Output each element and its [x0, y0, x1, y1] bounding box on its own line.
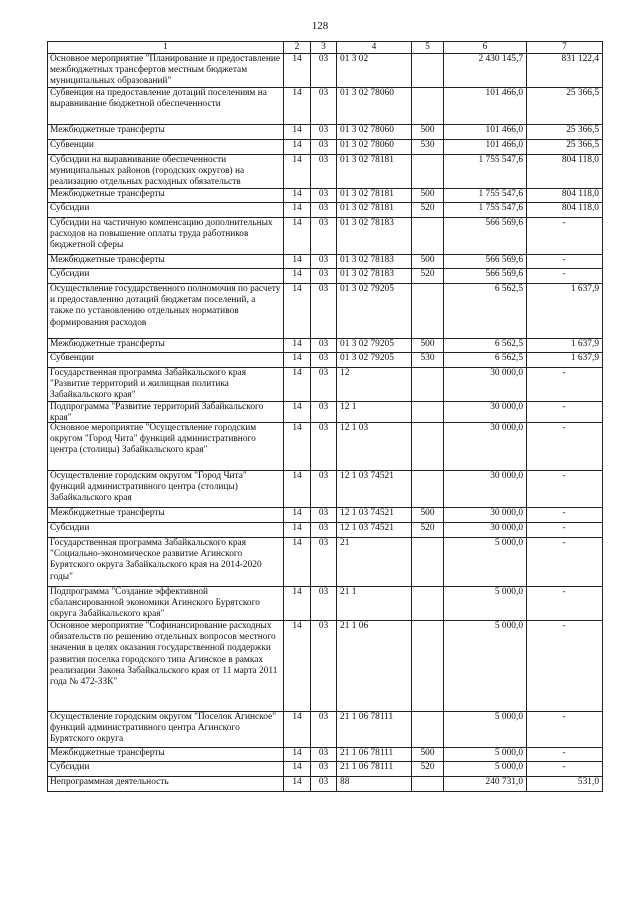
row-name-cell: Основное мероприятие "Софинансирование расходных обязательств по решению отдельных вопросов местного значения в целях оказания государственной поддержки развития поселка городского типа Агинское в рамках реализации Закона Забайкальского края от 11 марта 2011 года № 472-ЗЗК" [48, 621, 284, 712]
row-col3-cell: 03 [311, 748, 337, 762]
row-name-cell: Осуществление государственного полномочия по расчету и предоставлению дотаций бюджетам поселений, а также по установлению отдельных нормативов формирования расходов [48, 284, 284, 339]
table-row [48, 402, 603, 423]
table-row [48, 777, 603, 792]
row-value2-cell: - [527, 423, 603, 471]
row-value1-cell: 240 731,0 [444, 777, 527, 792]
row-col2-cell: 14 [284, 368, 311, 402]
row-value2-cell: 25 366,5 [527, 88, 603, 125]
row-col3-cell: 03 [311, 762, 337, 777]
row-code-cell: 01 3 02 78181 [337, 189, 412, 203]
row-col3-cell: 03 [311, 88, 337, 125]
row-col2-cell: 14 [284, 538, 311, 587]
row-value1-cell: 566 569,6 [444, 255, 527, 269]
row-name-cell: Осуществление городским округом "Город Чита" функций административного центра (столицы) Забайкальского края [48, 471, 284, 508]
row-type-cell [412, 423, 444, 471]
row-type-cell: 500 [412, 255, 444, 269]
row-type-cell: 530 [412, 353, 444, 368]
row-value1-cell: 5 000,0 [444, 712, 527, 748]
row-value2-cell: - [527, 269, 603, 284]
row-col2-cell: 14 [284, 777, 311, 792]
row-value1-cell: 6 562,5 [444, 339, 527, 353]
table-row [48, 538, 603, 587]
row-col2-cell: 14 [284, 762, 311, 777]
row-value1-cell: 30 000,0 [444, 423, 527, 471]
table-row [48, 621, 603, 712]
row-col2-cell: 14 [284, 125, 311, 140]
row-name-cell: Субсидии [48, 762, 284, 777]
row-name-cell: Государственная программа Забайкальского края "Социально-экономическое развитие Агинского Бурятского округа Забайкальского края на 2014-2020 годы" [48, 538, 284, 587]
row-type-cell: 500 [412, 748, 444, 762]
row-name-cell: Осуществление городским округом "Поселок Агинское" функций административного центра Агинского Бурятского округа [48, 712, 284, 748]
row-type-cell: 500 [412, 189, 444, 203]
row-col3-cell: 03 [311, 54, 337, 88]
row-code-cell: 01 3 02 78060 [337, 88, 412, 125]
table-row [48, 339, 603, 353]
row-type-cell [412, 368, 444, 402]
row-col2-cell: 14 [284, 54, 311, 88]
row-col3-cell: 03 [311, 523, 337, 538]
row-col3-cell: 03 [311, 368, 337, 402]
row-name-cell: Межбюджетные трансферты [48, 125, 284, 140]
row-code-cell: 21 1 06 78111 [337, 762, 412, 777]
row-code-cell: 01 3 02 78181 [337, 203, 412, 218]
column-header: 4 [337, 42, 412, 54]
row-value1-cell: 5 000,0 [444, 748, 527, 762]
row-value2-cell: - [527, 538, 603, 587]
row-col3-cell: 03 [311, 508, 337, 523]
row-col2-cell: 14 [284, 218, 311, 255]
row-name-cell: Субсидии на выравнивание обеспеченности муниципальных районов (городских округов) на реализацию отдельных расходных обязательств [48, 155, 284, 189]
row-value1-cell: 5 000,0 [444, 621, 527, 712]
row-code-cell: 01 3 02 79205 [337, 339, 412, 353]
row-col2-cell: 14 [284, 155, 311, 189]
row-value1-cell: 30 000,0 [444, 471, 527, 508]
row-value2-cell: - [527, 368, 603, 402]
row-value1-cell: 1 755 547,6 [444, 203, 527, 218]
row-col3-cell: 03 [311, 155, 337, 189]
row-name-cell: Непрограммная деятельность [48, 777, 284, 792]
row-value1-cell: 5 000,0 [444, 538, 527, 587]
budget-table [47, 41, 603, 792]
table-row [48, 284, 603, 339]
table-row [48, 255, 603, 269]
row-value2-cell: - [527, 587, 603, 621]
row-col2-cell: 14 [284, 423, 311, 471]
row-value1-cell: 30 000,0 [444, 508, 527, 523]
row-type-cell [412, 284, 444, 339]
column-header: 7 [527, 42, 603, 54]
table-row [48, 54, 603, 88]
row-col3-cell: 03 [311, 621, 337, 712]
row-value2-cell: 25 366,5 [527, 125, 603, 140]
row-name-cell: Субсидии [48, 203, 284, 218]
row-col2-cell: 14 [284, 748, 311, 762]
row-name-cell: Субвенции [48, 140, 284, 155]
column-header: 2 [284, 42, 311, 54]
row-name-cell: Субсидии [48, 269, 284, 284]
table-row [48, 508, 603, 523]
row-value2-cell: - [527, 762, 603, 777]
row-code-cell: 12 1 03 74521 [337, 523, 412, 538]
row-value2-cell: - [527, 402, 603, 423]
row-type-cell: 520 [412, 269, 444, 284]
table-row [48, 587, 603, 621]
row-code-cell: 01 3 02 79205 [337, 353, 412, 368]
row-code-cell: 21 1 06 78111 [337, 712, 412, 748]
row-value1-cell: 30 000,0 [444, 402, 527, 423]
row-type-cell [412, 538, 444, 587]
table-row [48, 88, 603, 125]
row-col2-cell: 14 [284, 621, 311, 712]
table-row [48, 423, 603, 471]
row-code-cell: 21 1 [337, 587, 412, 621]
row-value2-cell: 531,0 [527, 777, 603, 792]
row-col2-cell: 14 [284, 339, 311, 353]
table-row [48, 125, 603, 140]
row-code-cell: 12 1 [337, 402, 412, 423]
row-value2-cell: - [527, 255, 603, 269]
row-value2-cell: 1 637,9 [527, 339, 603, 353]
row-col3-cell: 03 [311, 402, 337, 423]
row-code-cell: 12 1 03 [337, 423, 412, 471]
row-type-cell: 500 [412, 339, 444, 353]
row-col2-cell: 14 [284, 353, 311, 368]
row-type-cell [412, 712, 444, 748]
row-type-cell: 520 [412, 523, 444, 538]
row-value2-cell: - [527, 218, 603, 255]
row-col2-cell: 14 [284, 471, 311, 508]
row-value2-cell: 804 118,0 [527, 203, 603, 218]
column-header: 6 [444, 42, 527, 54]
row-type-cell [412, 587, 444, 621]
table-row [48, 748, 603, 762]
row-value1-cell: 101 466,0 [444, 140, 527, 155]
row-type-cell [412, 471, 444, 508]
row-type-cell: 500 [412, 508, 444, 523]
row-value1-cell: 5 000,0 [444, 762, 527, 777]
row-value1-cell: 5 000,0 [444, 587, 527, 621]
row-col2-cell: 14 [284, 189, 311, 203]
row-value1-cell: 30 000,0 [444, 368, 527, 402]
row-type-cell: 520 [412, 203, 444, 218]
table-row [48, 353, 603, 368]
row-value2-cell: 25 366,5 [527, 140, 603, 155]
table-row [48, 189, 603, 203]
row-col2-cell: 14 [284, 140, 311, 155]
row-name-cell: Межбюджетные трансферты [48, 339, 284, 353]
row-col2-cell: 14 [284, 402, 311, 423]
row-value1-cell: 566 569,6 [444, 218, 527, 255]
row-col3-cell: 03 [311, 587, 337, 621]
row-name-cell: Субвенция на предоставление дотаций поселениям на выравнивание бюджетной обеспеченности [48, 88, 284, 125]
header-row [48, 42, 603, 54]
row-col3-cell: 03 [311, 255, 337, 269]
row-value2-cell: 831 122,4 [527, 54, 603, 88]
row-value1-cell: 1 755 547,6 [444, 189, 527, 203]
row-name-cell: Подпрограмма "Развитие территорий Забайкальского края" [48, 402, 284, 423]
row-code-cell: 01 3 02 78183 [337, 255, 412, 269]
row-value2-cell: 804 118,0 [527, 189, 603, 203]
row-col3-cell: 03 [311, 353, 337, 368]
row-type-cell [412, 88, 444, 125]
row-value1-cell: 30 000,0 [444, 523, 527, 538]
row-value2-cell: - [527, 471, 603, 508]
row-col3-cell: 03 [311, 203, 337, 218]
row-code-cell: 01 3 02 [337, 54, 412, 88]
row-name-cell: Подпрограмма "Создание эффективной сбалансированной экономики Агинского Бурятского округа Забайкальского края" [48, 587, 284, 621]
row-code-cell: 01 3 02 78060 [337, 125, 412, 140]
row-col3-cell: 03 [311, 218, 337, 255]
row-col3-cell: 03 [311, 189, 337, 203]
row-type-cell [412, 621, 444, 712]
row-value2-cell: 1 637,9 [527, 284, 603, 339]
row-name-cell: Межбюджетные трансферты [48, 255, 284, 269]
row-code-cell: 01 3 02 78183 [337, 218, 412, 255]
row-code-cell: 21 1 06 [337, 621, 412, 712]
row-type-cell: 530 [412, 140, 444, 155]
row-name-cell: Межбюджетные трансферты [48, 189, 284, 203]
row-col2-cell: 14 [284, 269, 311, 284]
row-name-cell: Субсидии [48, 523, 284, 538]
page-number: 128 [311, 20, 329, 32]
row-col3-cell: 03 [311, 423, 337, 471]
table-row [48, 140, 603, 155]
row-type-cell [412, 155, 444, 189]
row-name-cell: Межбюджетные трансферты [48, 748, 284, 762]
row-code-cell: 21 1 06 78111 [337, 748, 412, 762]
row-value1-cell: 101 466,0 [444, 88, 527, 125]
row-code-cell: 01 3 02 78183 [337, 269, 412, 284]
row-col3-cell: 03 [311, 777, 337, 792]
row-col3-cell: 03 [311, 284, 337, 339]
row-value1-cell: 6 562,5 [444, 284, 527, 339]
row-code-cell: 01 3 02 79205 [337, 284, 412, 339]
row-code-cell: 12 [337, 368, 412, 402]
row-value2-cell: - [527, 712, 603, 748]
row-value1-cell: 566 569,6 [444, 269, 527, 284]
row-name-cell: Субсидии на частичную компенсацию дополнительных расходов на повышение оплаты труда работников бюджетной сферы [48, 218, 284, 255]
row-col2-cell: 14 [284, 203, 311, 218]
row-type-cell [412, 777, 444, 792]
column-header: 1 [48, 42, 284, 54]
row-col2-cell: 14 [284, 284, 311, 339]
row-value1-cell: 1 755 547,6 [444, 155, 527, 189]
table-row [48, 523, 603, 538]
row-col3-cell: 03 [311, 538, 337, 587]
row-code-cell: 01 3 02 78060 [337, 140, 412, 155]
row-name-cell: Основное мероприятие "Планирование и предоставление межбюджетных трансфертов местным бюджетам муниципальных образований" [48, 54, 284, 88]
row-col2-cell: 14 [284, 587, 311, 621]
row-value2-cell: - [527, 621, 603, 712]
table-row [48, 155, 603, 189]
row-type-cell: 520 [412, 762, 444, 777]
row-col3-cell: 03 [311, 471, 337, 508]
column-header: 5 [412, 42, 444, 54]
row-name-cell: Субвенции [48, 353, 284, 368]
row-code-cell: 88 [337, 777, 412, 792]
row-code-cell: 01 3 02 78181 [337, 155, 412, 189]
row-value2-cell: 1 637,9 [527, 353, 603, 368]
table-row [48, 471, 603, 508]
table-row [48, 368, 603, 402]
row-value1-cell: 6 562,5 [444, 353, 527, 368]
row-code-cell: 21 [337, 538, 412, 587]
row-col3-cell: 03 [311, 339, 337, 353]
row-code-cell: 12 1 03 74521 [337, 508, 412, 523]
row-type-cell [412, 402, 444, 423]
table-row [48, 712, 603, 748]
table-body [48, 54, 603, 792]
row-col3-cell: 03 [311, 140, 337, 155]
row-col3-cell: 03 [311, 125, 337, 140]
row-value1-cell: 101 466,0 [444, 125, 527, 140]
row-value1-cell: 2 430 145,7 [444, 54, 527, 88]
row-col2-cell: 14 [284, 255, 311, 269]
row-type-cell [412, 54, 444, 88]
row-name-cell: Государственная программа Забайкальского края "Развитие территорий и жилищная политика Забайкальского края" [48, 368, 284, 402]
row-col2-cell: 14 [284, 508, 311, 523]
row-col3-cell: 03 [311, 269, 337, 284]
row-code-cell: 12 1 03 74521 [337, 471, 412, 508]
row-value2-cell: - [527, 748, 603, 762]
table-row [48, 203, 603, 218]
row-name-cell: Основное мероприятие "Осуществление городским округом "Город Чита" функций административного центра (столицы) Забайкальского края" [48, 423, 284, 471]
row-type-cell [412, 218, 444, 255]
row-name-cell: Межбюджетные трансферты [48, 508, 284, 523]
row-value2-cell: - [527, 508, 603, 523]
row-type-cell: 500 [412, 125, 444, 140]
row-col2-cell: 14 [284, 712, 311, 748]
row-col2-cell: 14 [284, 523, 311, 538]
row-col2-cell: 14 [284, 88, 311, 125]
row-value2-cell: 804 118,0 [527, 155, 603, 189]
table-row [48, 218, 603, 255]
column-header: 3 [311, 42, 337, 54]
row-col3-cell: 03 [311, 712, 337, 748]
row-value2-cell: - [527, 523, 603, 538]
table-row [48, 762, 603, 777]
table-row [48, 269, 603, 284]
